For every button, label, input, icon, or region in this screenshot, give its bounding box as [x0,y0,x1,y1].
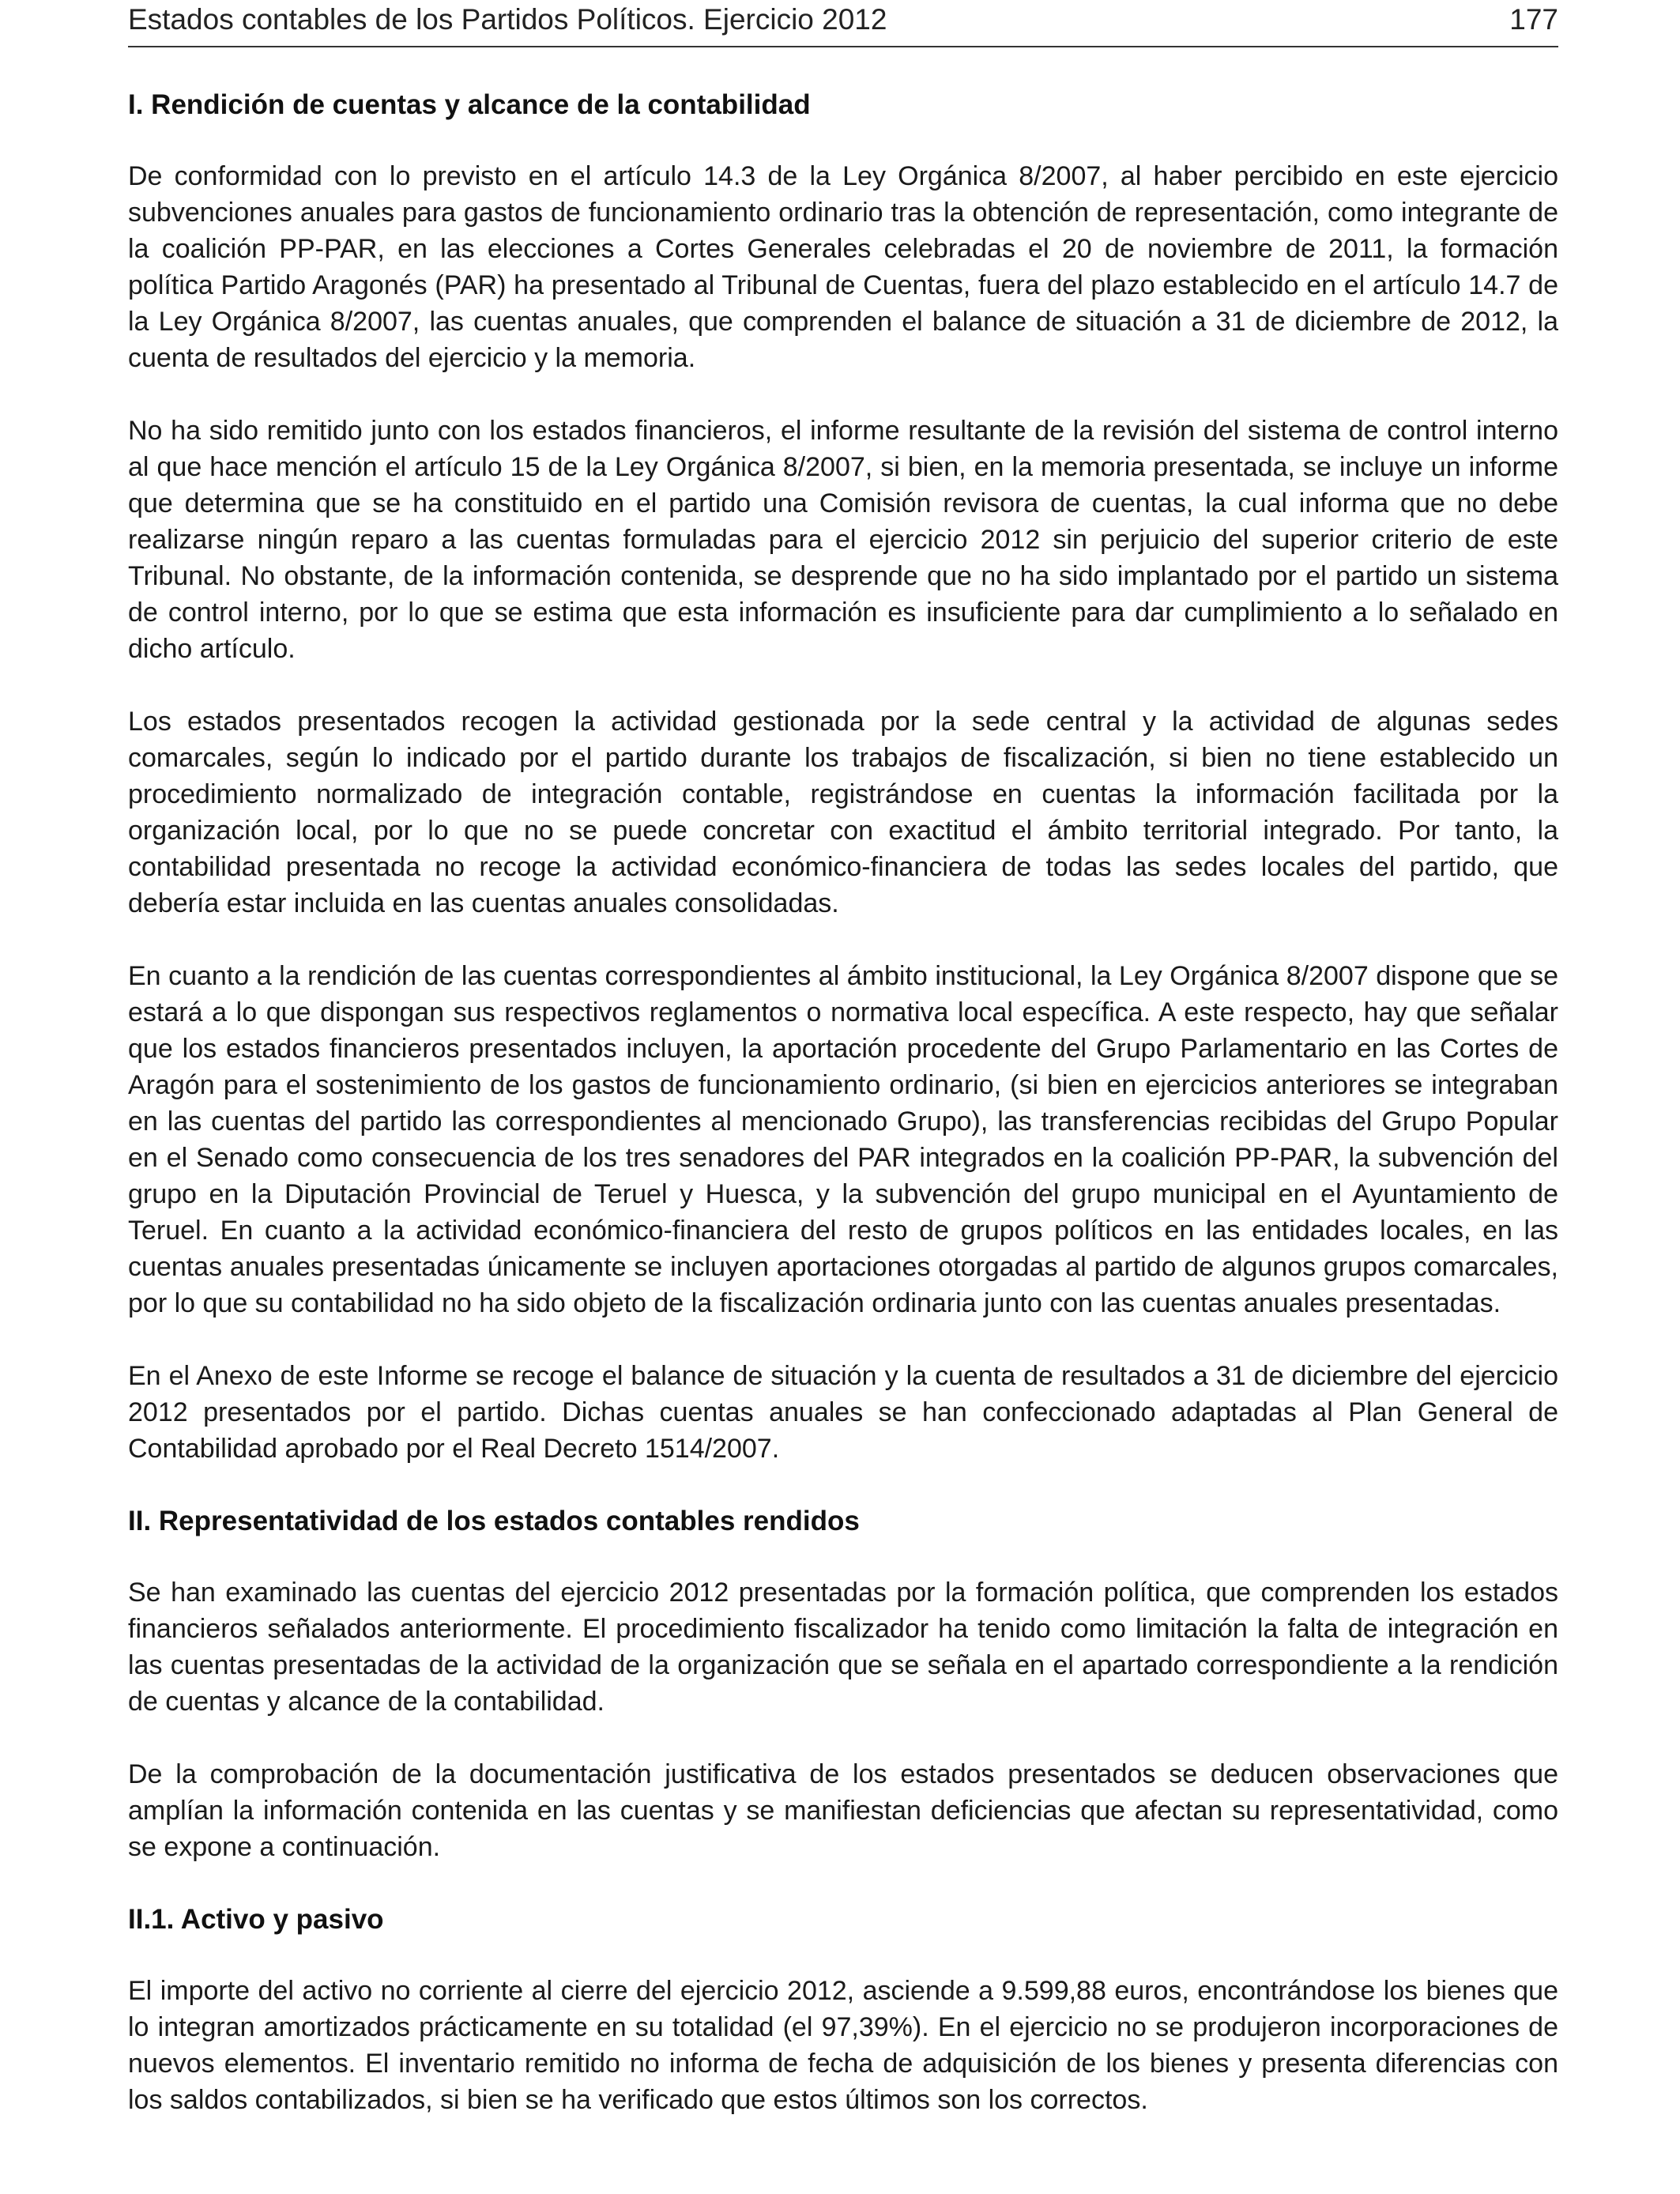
paragraph: No ha sido remitido junto con los estados financieros, el informe resultante de la revisión del sistema de control interno al que hace mención el artículo 15 de la Ley Orgánica 8/2007, si bien, en la memoria presentada, se incluye un informe que determina que se ha constituido en el partido una Comisión revisora de cuentas, la cual informa que no debe realizarse ningún reparo a las cuentas formuladas para el ejercicio 2012 sin perjuicio del superior criterio de este Tribunal. No obstante, de la información contenida, se desprende que no ha sido implantado por el partido un sistema de control interno, por lo que se estima que esta información es insuficiente para dar cumplimiento a lo señalado en dicho artículo. [128,416,1558,664]
section-heading: II. Representatividad de los estados contables rendidos [128,1506,860,1536]
paragraph: Se han examinado las cuentas del ejercicio 2012 presentadas por la formación política, que comprenden los estados financieros señalados anteriormente. El procedimiento fiscalizador ha tenido como limitación la falta de integración en las cuentas presentadas de la actividad de la organización que se señala en el apartado correspondiente a la rendición de cuentas y alcance de la contabilidad. [128,1578,1558,1717]
document-page [128,0,1558,2154]
section-rendicion-de-cuentas [128,87,1558,1467]
paragraph: El importe del activo no corriente al cierre del ejercicio 2012, asciende a 9.599,88 euros, encontrándose los bienes que lo integran amortizados prácticamente en su totalidad (el 97,39%). En el ejercicio no se produjeron incorporaciones de nuevos elementos. El inventario remitido no informa de fecha de adquisición de los bienes y presenta diferencias con los saldos contabilizados, si bien se ha verificado que estos últimos son los correctos. [128,1976,1558,2115]
paragraph: De la comprobación de la documentación justificativa de los estados presentados se deducen observaciones que amplían la información contenida en las cuentas y se manifiestan deficiencias que afectan su representatividad, como se expone a continuación. [128,1759,1558,1862]
paragraph: Los estados presentados recogen la actividad gestionada por la sede central y la actividad de algunas sedes comarcales, según lo indicado por el partido durante los trabajos de fiscalización, si bien no tiene establecido un procedimiento normalizado de integración contable, registrándose en cuentas la información facilitada por la organización local, por lo que no se puede concretar con exactitud el ámbito territorial integrado. Por tanto, la contabilidad presentada no recoge la actividad económico-financiera de todas las sedes locales del partido, que debería estar incluida en las cuentas anuales consolidadas. [128,707,1558,918]
document-body [128,47,1558,2118]
running-title: Estados contables de los Partidos Políticos. Ejercicio 2012 [128,3,887,36]
paragraph: En el Anexo de este Informe se recoge el balance de situación y la cuenta de resultados a 31 de diciembre del ejercicio 2012 presentados por el partido. Dichas cuentas anuales se han confeccionado adaptadas al Plan General de Contabilidad aprobado por el Real Decreto 1514/2007. [128,1361,1558,1464]
page-number: 177 [1509,3,1558,36]
paragraph: De conformidad con lo previsto en el artículo 14.3 de la Ley Orgánica 8/2007, al haber percibido en este ejercicio subvenciones anuales para gastos de funcionamiento ordinario tras la obtención de representación, como integrante de la coalición PP-PAR, en las elecciones a Cortes Generales celebradas el 20 de noviembre de 2011, la formación política Partido Aragonés (PAR) ha presentado al Tribunal de Cuentas, fuera del plazo establecido en el artículo 14.7 de la Ley Orgánica 8/2007, las cuentas anuales, que comprenden el balance de situación a 31 de diciembre de 2012, la cuenta de resultados del ejercicio y la memoria. [128,161,1558,373]
section-activo-y-pasivo [128,1902,1558,2118]
running-header [128,0,1558,47]
paragraph: En cuanto a la rendición de las cuentas correspondientes al ámbito institucional, la Ley Orgánica 8/2007 dispone que se estará a lo que dispongan sus respectivos reglamentos o normativa local específica. A este respecto, hay que señalar que los estados financieros presentados incluyen, la aportación procedente del Grupo Parlamentario en las Cortes de Aragón para el sostenimiento de los gastos de funcionamiento ordinario, (si bien en ejercicios anteriores se integraban en las cuentas del partido las correspondientes al mencionado Grupo), las transferencias recibidas del Grupo Popular en el Senado como consecuencia de los tres senadores del PAR integrados en la coalición PP-PAR, la subvención del grupo en la Diputación Provincial de Teruel y Huesca, y la subvención del grupo municipal en el Ayuntamiento de Teruel. En cuanto a la actividad económico-financiera del resto de grupos políticos en las entidades locales, en las cuentas anuales presentadas únicamente se incluyen aportaciones otorgadas al partido de algunos grupos comarcales, por lo que su contabilidad no ha sido objeto de la fiscalización ordinaria junto con las cuentas anuales presentadas. [128,961,1558,1318]
section-heading: I. Rendición de cuentas y alcance de la contabilidad [128,89,811,120]
section-heading: II.1. Activo y pasivo [128,1904,384,1935]
section-representatividad [128,1503,1558,1865]
